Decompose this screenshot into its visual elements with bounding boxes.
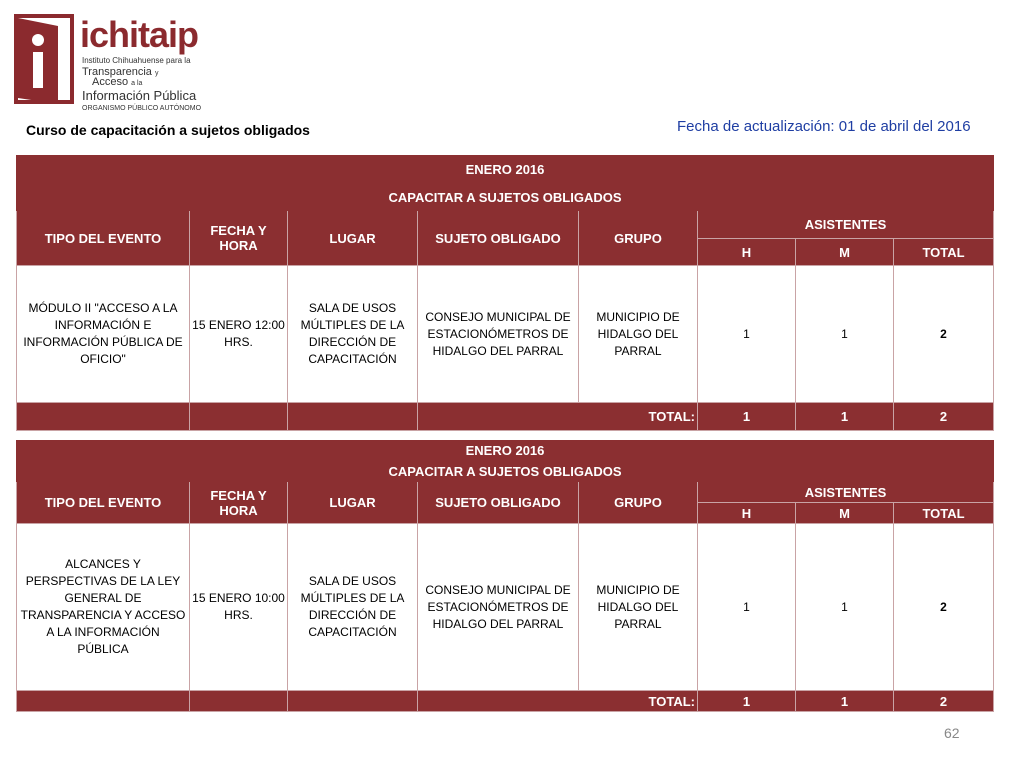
col-asistentes: ASISTENTES (698, 482, 994, 503)
table-row (17, 524, 994, 691)
cell-m: 1 (796, 524, 894, 691)
totals-m: 1 (796, 403, 894, 431)
col-m: M (796, 503, 894, 524)
logo-line1: Instituto Chihuahuense para la (82, 56, 191, 65)
totals-row (17, 403, 994, 431)
logo-line3: Acceso a la (92, 76, 143, 88)
cell-lugar: SALA DE USOS MÚLTIPLES DE LA DIRECCIÓN DE CAPACITACIÓN (288, 524, 418, 691)
course-title: Curso de capacitación a sujetos obligados (26, 122, 310, 138)
table-row (17, 266, 994, 403)
col-m: M (796, 239, 894, 266)
cell-m: 1 (796, 266, 894, 403)
cell-h: 1 (698, 266, 796, 403)
totals-total: 2 (894, 403, 994, 431)
event-table-2 (16, 440, 994, 712)
cell-grupo: MUNICIPIO DE HIDALGO DEL PARRAL (579, 266, 698, 403)
cell-lugar: SALA DE USOS MÚLTIPLES DE LA DIRECCIÓN DE CAPACITACIÓN (288, 266, 418, 403)
col-total: TOTAL (894, 503, 994, 524)
table-subtitle: CAPACITAR A SUJETOS OBLIGADOS (17, 184, 994, 211)
col-tipo: TIPO DEL EVENTO (17, 482, 190, 524)
col-total: TOTAL (894, 239, 994, 266)
col-lugar: LUGAR (288, 211, 418, 266)
event-table-1 (16, 155, 994, 431)
totals-label: TOTAL: (418, 691, 698, 712)
logo-line5: ORGANISMO PÚBLICO AUTÓNOMO (82, 105, 202, 112)
logo-line4: Información Pública (82, 88, 197, 103)
totals-row (17, 691, 994, 712)
col-h: H (698, 239, 796, 266)
col-lugar: LUGAR (288, 482, 418, 524)
col-h: H (698, 503, 796, 524)
col-asistentes: ASISTENTES (698, 211, 994, 239)
logo-line2: Transparencia y (82, 66, 159, 78)
table-month: ENERO 2016 (17, 441, 994, 461)
institution-logo (14, 12, 214, 112)
cell-tipo: MÓDULO II "ACCESO A LA INFORMACIÓN E INFORMACIÓN PÚBLICA DE OFICIO" (17, 266, 190, 403)
totals-m: 1 (796, 691, 894, 712)
logo-brand: ichitaip (80, 14, 199, 55)
table-month: ENERO 2016 (17, 156, 994, 184)
col-fecha: FECHA Y HORA (190, 211, 288, 266)
update-date: Fecha de actualización: 01 de abril del 2016 (677, 118, 971, 135)
cell-fecha: 15 ENERO 10:00 HRS. (190, 524, 288, 691)
page-number: 62 (944, 725, 960, 741)
col-grupo: GRUPO (579, 482, 698, 524)
cell-sujeto: CONSEJO MUNICIPAL DE ESTACIONÓMETROS DE HIDALGO DEL PARRAL (418, 524, 579, 691)
cell-h: 1 (698, 524, 796, 691)
cell-fecha: 15 ENERO 12:00 HRS. (190, 266, 288, 403)
door-logo-icon (14, 12, 76, 106)
col-sujeto: SUJETO OBLIGADO (418, 482, 579, 524)
col-grupo: GRUPO (579, 211, 698, 266)
totals-h: 1 (698, 691, 796, 712)
table-subtitle: CAPACITAR A SUJETOS OBLIGADOS (17, 461, 994, 482)
cell-total: 2 (894, 266, 994, 403)
cell-grupo: MUNICIPIO DE HIDALGO DEL PARRAL (579, 524, 698, 691)
cell-tipo: ALCANCES Y PERSPECTIVAS DE LA LEY GENERAL DE TRANSPARENCIA Y ACCESO A LA INFORMACIÓN PÚBLICA (17, 524, 190, 691)
totals-total: 2 (894, 691, 994, 712)
col-tipo: TIPO DEL EVENTO (17, 211, 190, 266)
cell-total: 2 (894, 524, 994, 691)
cell-sujeto: CONSEJO MUNICIPAL DE ESTACIONÓMETROS DE HIDALGO DEL PARRAL (418, 266, 579, 403)
totals-label: TOTAL: (418, 403, 698, 431)
totals-h: 1 (698, 403, 796, 431)
col-fecha: FECHA Y HORA (190, 482, 288, 524)
col-sujeto: SUJETO OBLIGADO (418, 211, 579, 266)
